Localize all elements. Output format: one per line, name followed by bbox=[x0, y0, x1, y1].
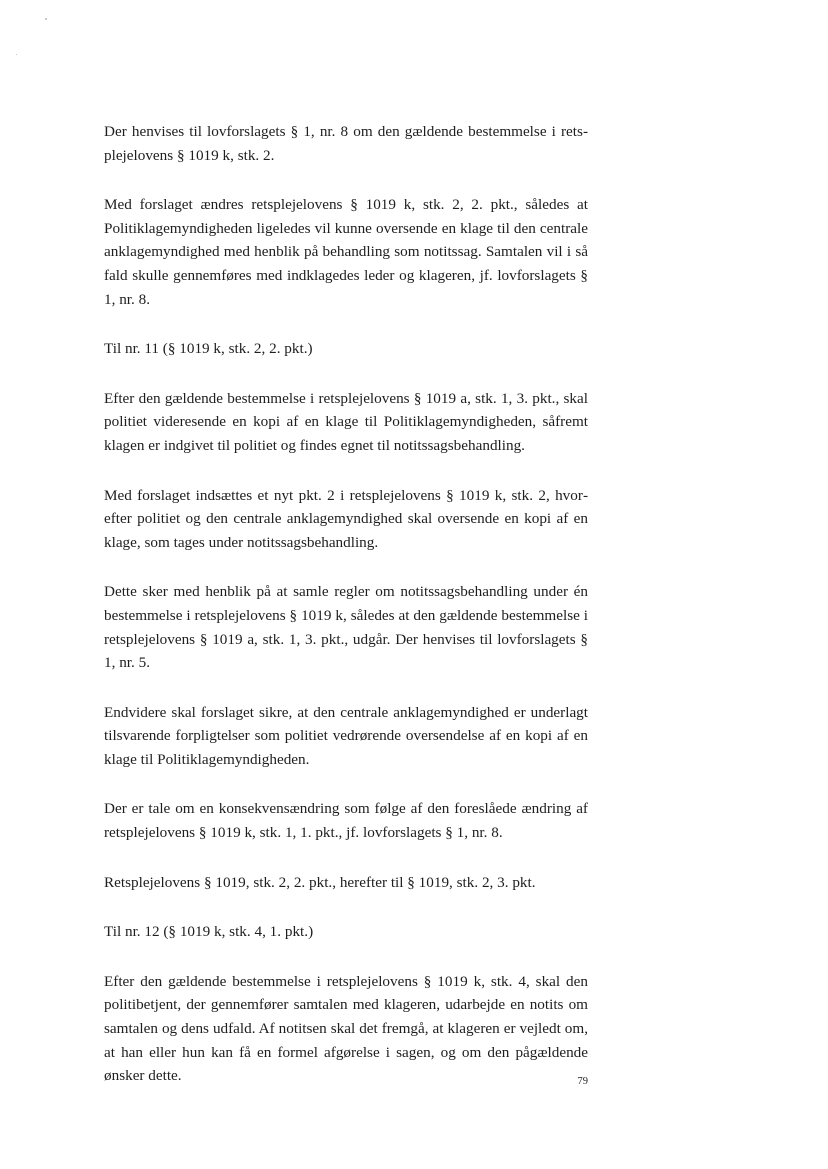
scan-speck bbox=[45, 18, 47, 20]
paragraph-new-pkt-2: Med forslaget indsættes et nyt pkt. 2 i retsplejelovens § 1019 k, stk. 2, hvorefter politiet og den centrale anklagemyndighed skal oversende en kopi af en klage, som tages under notitssagsbehandling. bbox=[104, 486, 588, 551]
paragraph-furthermore: Endvidere skal forslaget sikre, at den centrale anklagemyndighed er underlagt tilsvarende forpligtelser som politiet vedrørende oversendelse af en kopi af en klage til Politiklagemyndigheden. bbox=[104, 703, 588, 768]
section-heading-nr-12: Til nr. 12 (§ 1019 k, stk. 4, 1. pkt.) bbox=[104, 923, 314, 941]
paragraph-change-1019k: Med forslaget ændres retsplejelovens § 1019 k, stk. 2, 2. pkt., således at Politiklagemyndigheden ligeledes vil kunne oversende en klage til den centrale anklagemyndighed med henblik på behandling som notitssag. Samtalen vil i så fald skulle gennemføres med indklagedes leder og klageren, jf. lovforslagets § 1, nr. 8. bbox=[104, 196, 588, 308]
paragraph-renumbering: Retsplejelovens § 1019, stk. 2, 2. pkt., herefter til § 1019, stk. 2, 3. pkt. bbox=[104, 873, 536, 891]
document-body bbox=[104, 120, 588, 1114]
paragraph-consequence: Der er tale om en konsekvensændring som følge af den foreslåede ændring af retsplejelovens § 1019 k, stk. 1, 1. pkt., jf. lovforslagets § 1, nr. 8. bbox=[104, 800, 588, 842]
paragraph-current-1019k-stk4: Efter den gældende bestemmelse i retsplejelovens § 1019 k, stk. 4, skal den politibetjent, der gennemfører samtalen med klageren, udarbejde en notits om samtalen og dens udfald. Af notitsen skal det fremgå, at klageren er vejledt om, at han eller hun kan få en formel afgørelse i sagen, og om den pågældende ønsker dette. bbox=[104, 972, 588, 1085]
section-heading-nr-11: Til nr. 11 (§ 1019 k, stk. 2, 2. pkt.) bbox=[104, 340, 313, 358]
page-number: 79 bbox=[577, 1076, 588, 1087]
paragraph-current-1019a: Efter den gældende bestemmelse i retsplejelovens § 1019 a, stk. 1, 3. pkt., skal politiet videresende en kopi af en klage til Politiklagemyndigheden, såfremt klagen er indgivet til politiet og findes egnet til notitssagsbehandling. bbox=[104, 389, 588, 454]
paragraph-reference-rets: Der henvises til lovforslagets § 1, nr. 8 om den gældende bestemmelse i retsplejelovens § 1019 k, stk. 2. bbox=[104, 123, 588, 164]
paragraph-purpose: Dette sker med henblik på at samle regler om notitssagsbehandling under én bestemmelse i retsplejelovens § 1019 k, således at den gældende bestemmelse i retsplejelovens § 1019 a, stk. 1, 3. pkt., udgår. Der henvises til lovforslagets § 1, nr. 5. bbox=[104, 583, 588, 672]
scan-speck bbox=[16, 54, 17, 55]
